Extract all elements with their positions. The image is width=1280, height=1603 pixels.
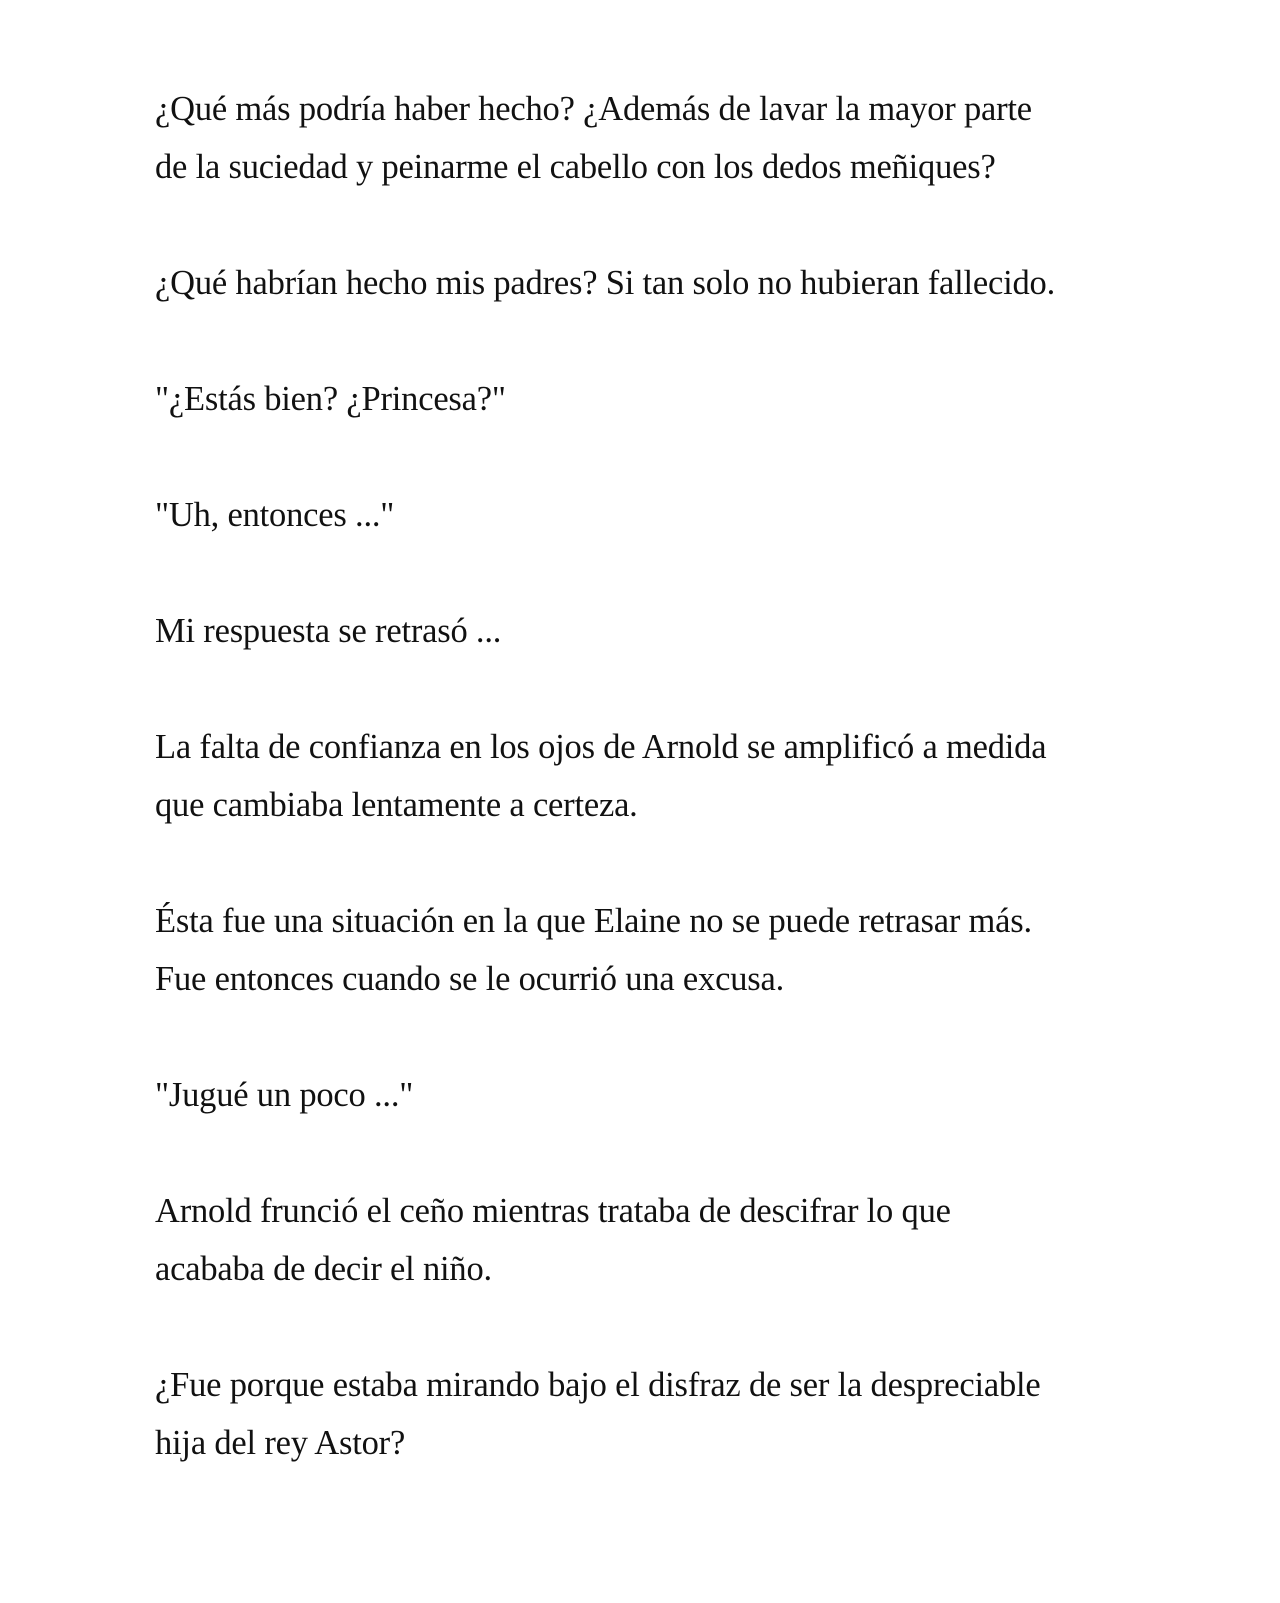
paragraph — [155, 254, 1155, 312]
paragraph — [155, 602, 1155, 660]
text-line: hija del rey Astor? — [155, 1424, 406, 1462]
text-line: Ésta fue una situación en la que Elaine no se puede retrasar más. — [155, 902, 1032, 940]
paragraph — [155, 80, 1155, 196]
text-line: ¿Fue porque estaba mirando bajo el disfraz de ser la despreciable — [155, 1366, 1041, 1404]
text-line: "Uh, entonces ..." — [155, 496, 395, 534]
text-line: ¿Qué habrían hecho mis padres? Si tan solo no hubieran fallecido. — [155, 264, 1056, 302]
text-line: acababa de decir el niño. — [155, 1250, 492, 1288]
text-line: Arnold frunció el ceño mientras trataba de descifrar lo que — [155, 1192, 951, 1230]
text-line: Fue entonces cuando se le ocurrió una excusa. — [155, 960, 785, 998]
text-line: que cambiaba lentamente a certeza. — [155, 786, 638, 824]
document-page — [155, 80, 1155, 1530]
text-line: de la suciedad y peinarme el cabello con los dedos meñiques? — [155, 148, 996, 186]
text-line: Mi respuesta se retrasó ... — [155, 612, 502, 650]
dialogue-paragraph — [155, 1066, 1155, 1124]
paragraph — [155, 1356, 1155, 1472]
text-line: "Jugué un poco ..." — [155, 1076, 414, 1114]
text-line: La falta de confianza en los ojos de Arnold se amplificó a medida — [155, 728, 1047, 766]
paragraph — [155, 892, 1155, 1008]
paragraph — [155, 1182, 1155, 1298]
text-line: "¿Estás bien? ¿Princesa?" — [155, 380, 506, 418]
text-line: ¿Qué más podría haber hecho? ¿Además de lavar la mayor parte — [155, 90, 1032, 128]
dialogue-paragraph — [155, 486, 1155, 544]
paragraph — [155, 718, 1155, 834]
dialogue-paragraph — [155, 370, 1155, 428]
